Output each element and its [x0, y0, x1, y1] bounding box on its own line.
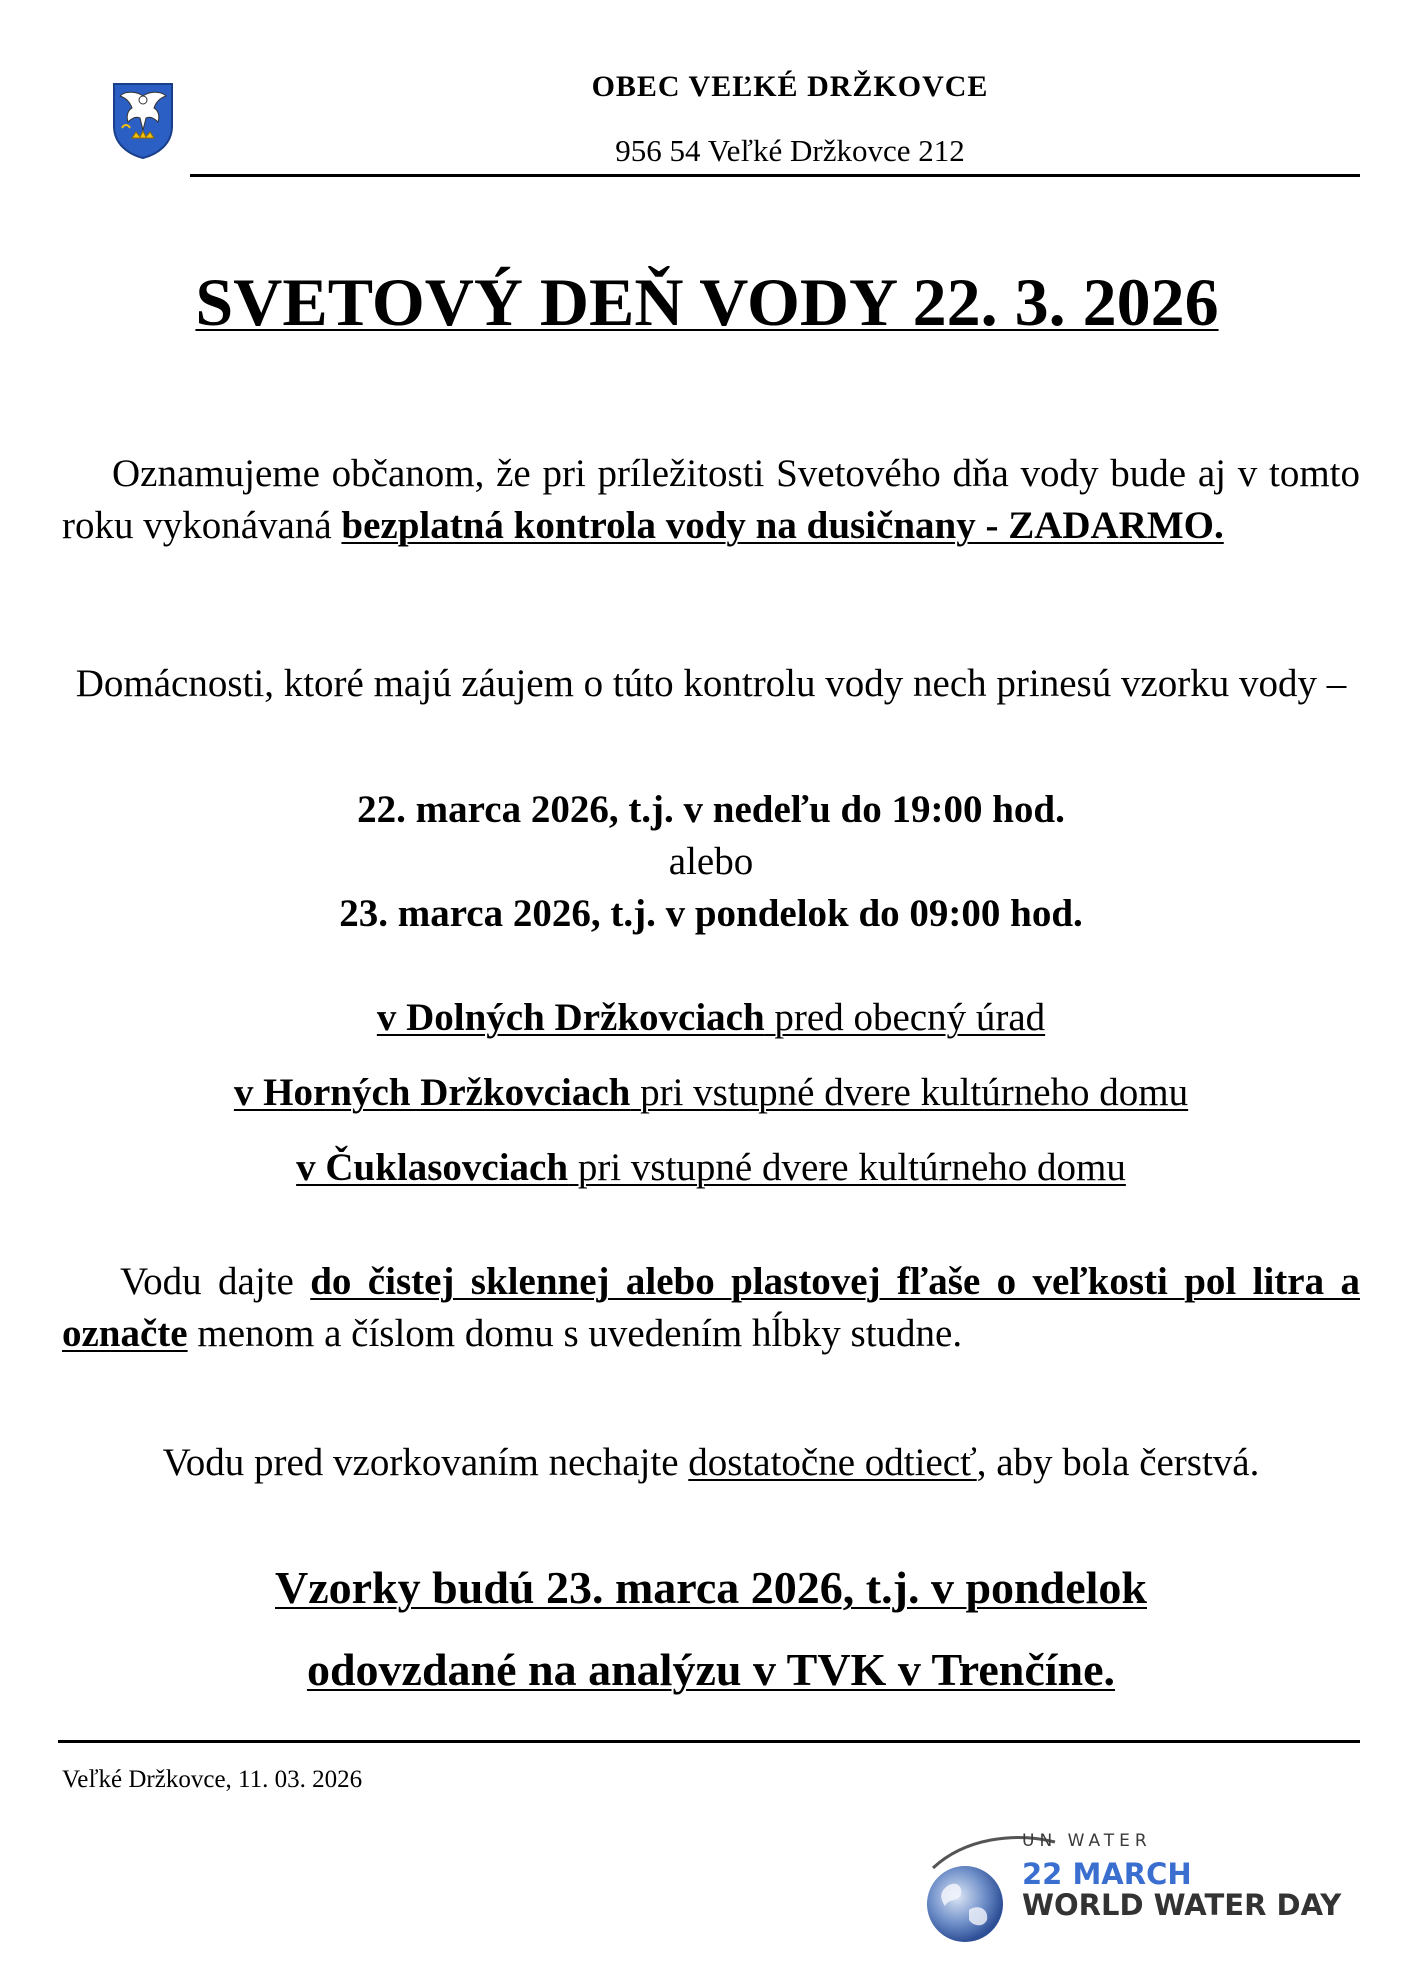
logo-org: UN WATER	[1022, 1831, 1152, 1851]
footer-place-date: Veľké Držkovce, 11. 03. 2026	[62, 1766, 363, 1793]
coat-of-arms-icon	[112, 82, 174, 160]
location-place: v Dolných Držkovciach	[376, 996, 765, 1039]
bottle-highlight: do čistej sklennej alebo plastovej fľaše o veľkosti pol litra a označte	[62, 1260, 1360, 1355]
header-divider	[190, 174, 1360, 177]
runwater-highlight: dostatočne odtiecť	[688, 1441, 977, 1484]
page-title	[100, 262, 1314, 344]
date-first: 22. marca 2026, t.j. v nedeľu do 19:00 hod.	[357, 788, 1065, 831]
runwater-rest: , aby bola čerstvá.	[976, 1441, 1260, 1484]
title-text: SVETOVÝ DEŇ VODY 22. 3. 2026	[195, 264, 1219, 340]
location-where: pri vstupné dvere kultúrneho domu	[568, 1146, 1126, 1189]
bottle-lead: Vodu dajte	[120, 1260, 311, 1303]
municipality-name: OBEC VEĽKÉ DRŽKOVCE	[591, 70, 989, 103]
intro-highlight: bezplatná kontrola vody na dusičnany - ZADARMO.	[341, 504, 1224, 547]
location-item	[62, 980, 1360, 1055]
runwater-paragraph	[62, 1437, 1360, 1489]
municipality-address: 956 54 Veľké Držkovce 212	[615, 133, 965, 168]
location-place: v Čuklasovciach	[296, 1146, 569, 1189]
intro-paragraph	[62, 448, 1360, 552]
date-second: 23. marca 2026, t.j. v pondelok do 09:00 hod.	[339, 892, 1083, 935]
samples-line1: Vzorky budú 23. marca 2026, t.j. v pondelok	[275, 1562, 1147, 1613]
globe-icon	[927, 1866, 1003, 1942]
intro-text: Oznamujeme občanom, že pri príležitosti Svetového dňa vody bude aj v tomto roku vykonávaná	[62, 452, 1360, 547]
runwater-lead: Vodu pred vzorkovaním nechajte	[162, 1441, 689, 1484]
date-or: alebo	[668, 840, 754, 883]
logo-date: 22 MARCH	[1022, 1857, 1192, 1891]
footer-divider	[58, 1740, 1360, 1743]
dates-block	[62, 784, 1360, 940]
location-item	[62, 1130, 1360, 1205]
location-place: v Horných Držkovciach	[233, 1071, 631, 1114]
logo-event: WORLD WATER DAY	[1022, 1888, 1342, 1922]
bottle-rest: menom a číslom domu s uvedením hĺbky studne.	[187, 1312, 963, 1355]
location-item	[62, 1055, 1360, 1130]
households-paragraph: Domácnosti, ktoré majú záujem o túto kontrolu vody nech prinesú vzorku vody –	[75, 662, 1347, 705]
location-where: pri vstupné dvere kultúrneho domu	[630, 1071, 1189, 1114]
samples-notice	[62, 1547, 1360, 1711]
samples-line2: odovzdané na analýzu v TVK v Trenčíne.	[306, 1644, 1116, 1695]
location-where: pred obecný úrad	[764, 996, 1046, 1039]
locations-list	[62, 980, 1360, 1205]
bottle-paragraph	[62, 1256, 1360, 1360]
